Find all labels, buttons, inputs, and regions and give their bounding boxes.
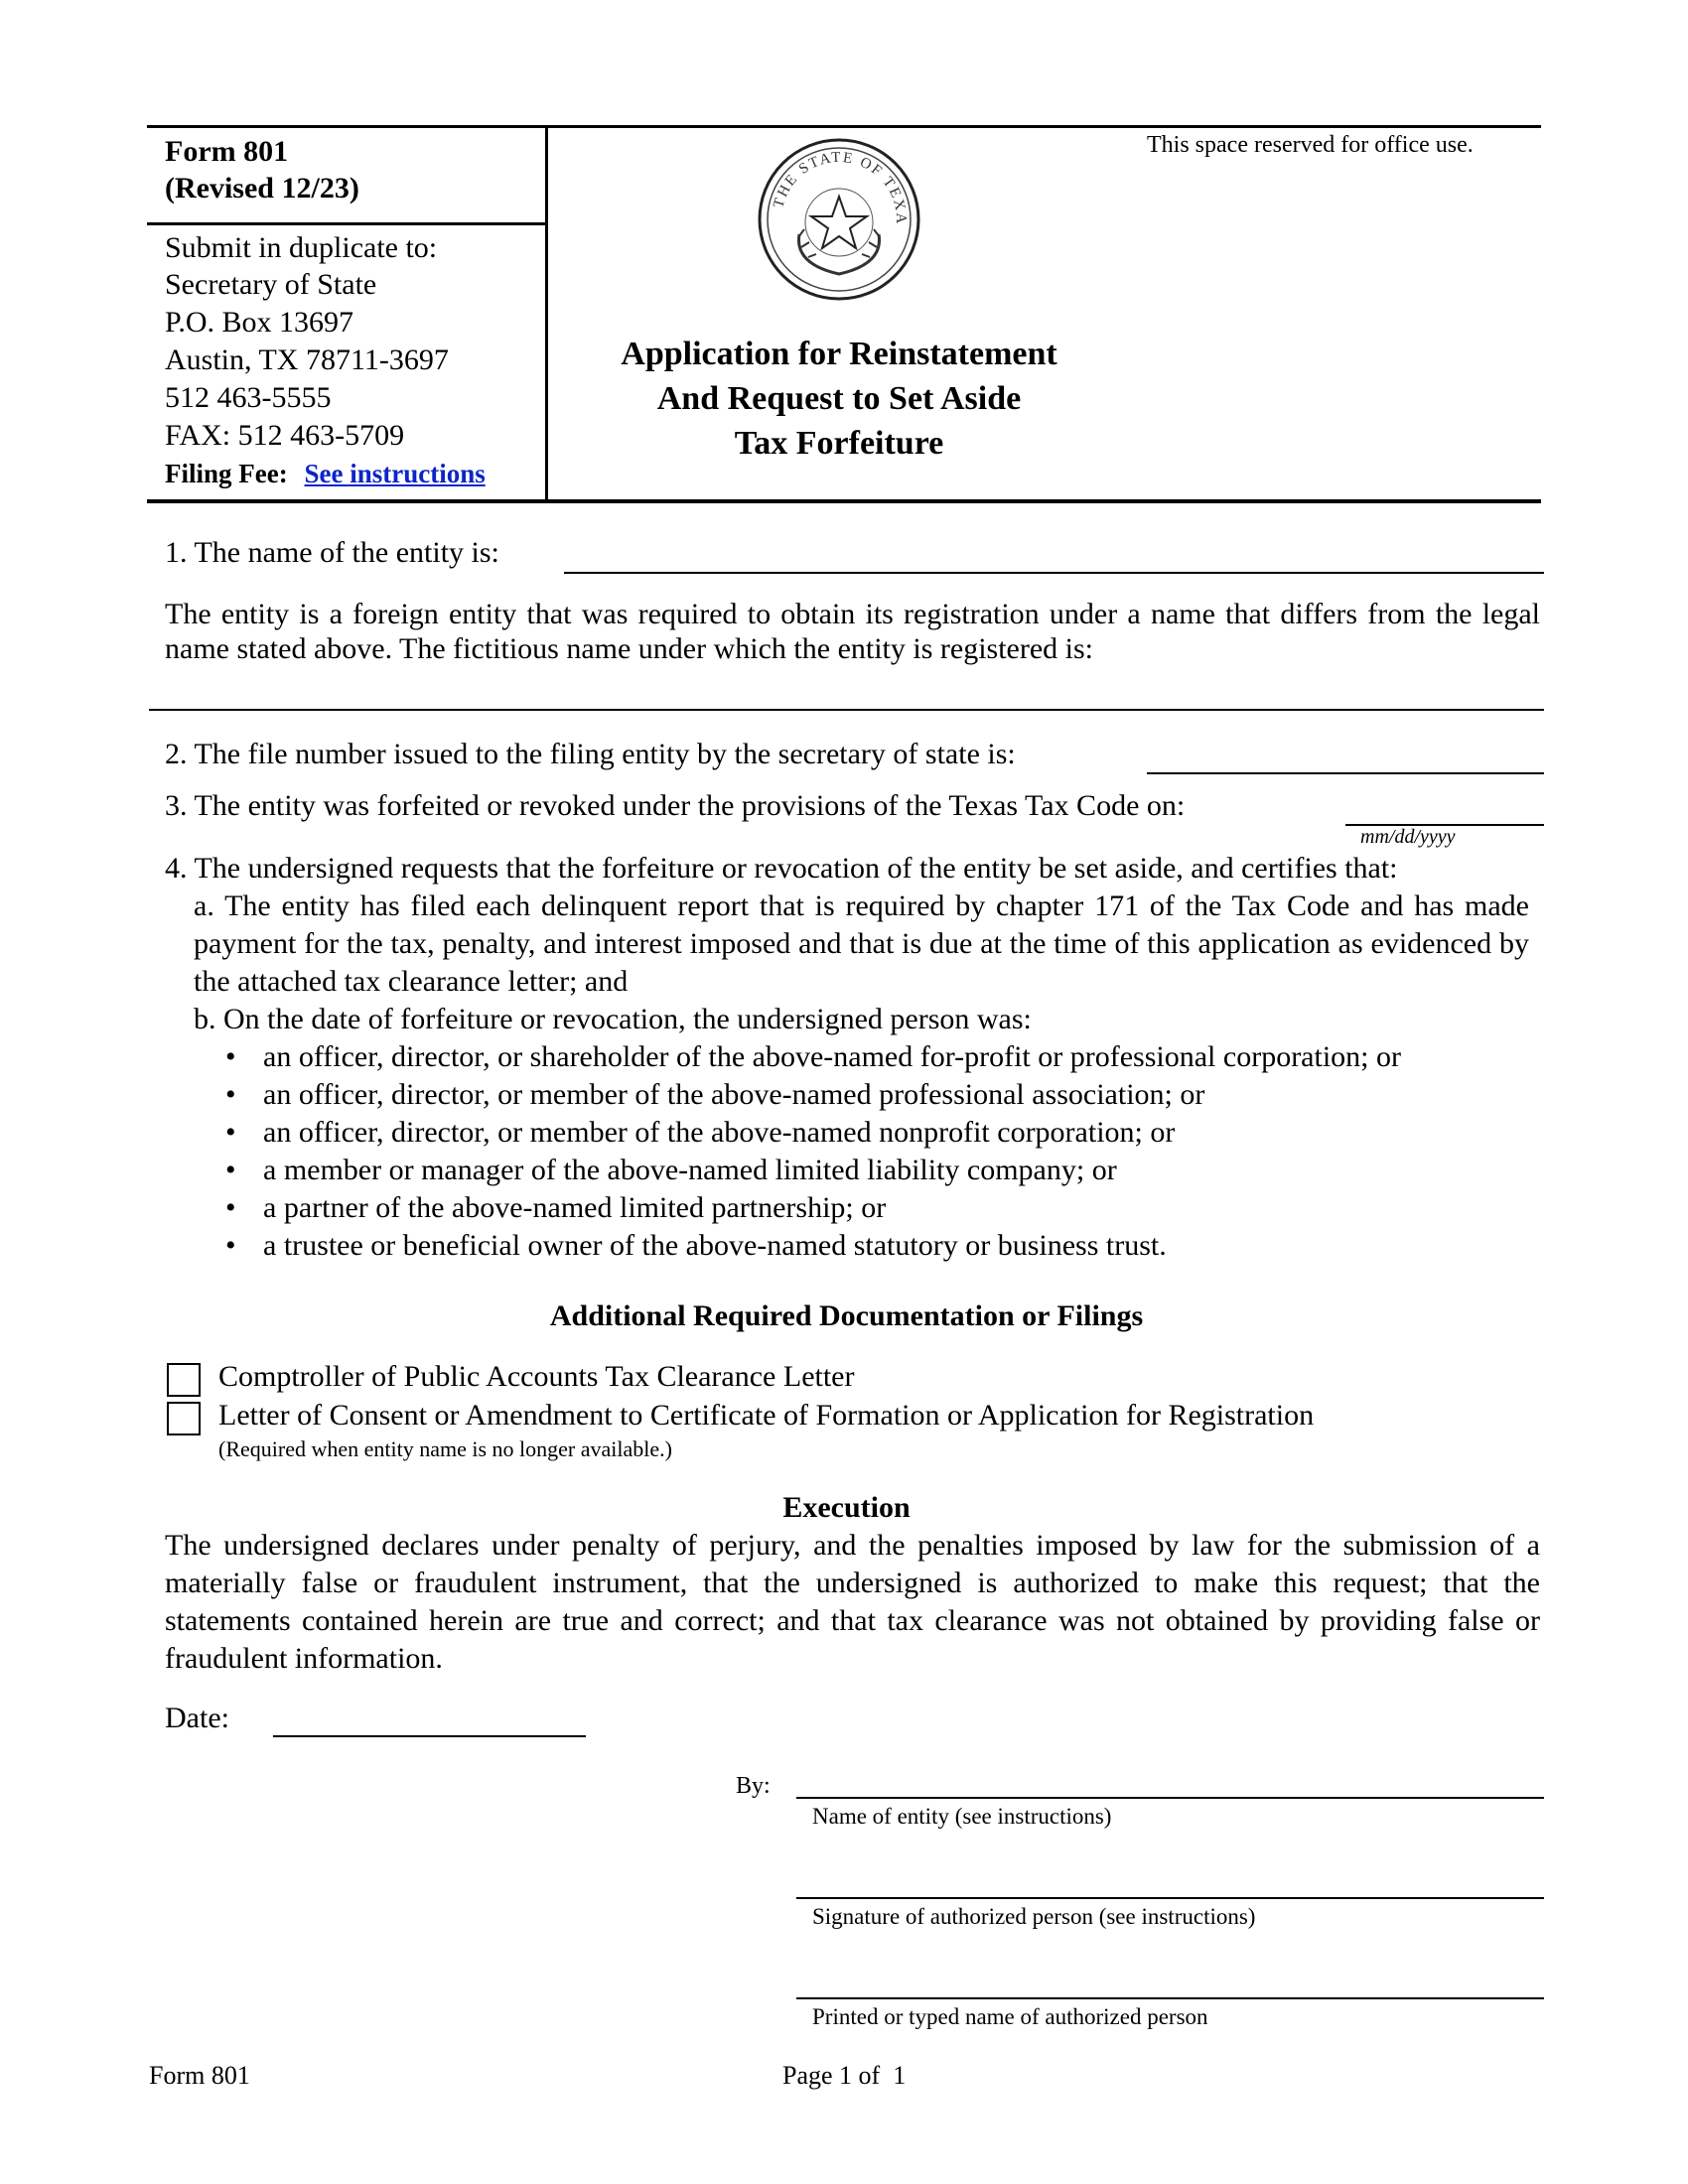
title-line: And Request to Set Aside	[656, 380, 1022, 417]
header-left-divider	[147, 222, 546, 225]
address-line: 512 463-5555	[165, 381, 332, 414]
form-title	[556, 332, 1122, 466]
filing-fee-label: Filing Fee:	[165, 459, 288, 488]
entity-name-signature-field[interactable]	[796, 1797, 1544, 1799]
printed-name-field[interactable]	[796, 1997, 1544, 1999]
signature-caption: Signature of authorized person (see instructions)	[812, 1904, 1256, 1929]
fictitious-name-field[interactable]	[149, 709, 1544, 711]
address-line: FAX: 512 463-5709	[165, 419, 405, 452]
form-revised: (Revised 12/23)	[165, 172, 359, 205]
consent-amendment-label: Letter of Consent or Amendment to Certificate of Formation or Application for Registration	[218, 1399, 1315, 1432]
footer-page-number: Page 1 of 1	[782, 2061, 907, 2090]
printed-name-caption: Printed or typed name of authorized person	[812, 2004, 1208, 2029]
item-4b-text: b. On the date of forfeiture or revocation, the undersigned person was:	[194, 1003, 1032, 1035]
item-4a-text: a. The entity has filed each delinquent report that is required by chapter 171 of the Tax Code and has made payment for the tax, penalty, and interest imposed and that is due at the time of this application as evidenced by the attached tax clearance letter; and	[194, 889, 1529, 998]
filing-fee	[165, 457, 486, 490]
address-line: P.O. Box 13697	[165, 306, 354, 339]
list-item: • an officer, director, or member of the above-named nonprofit corporation; or	[194, 1114, 1544, 1152]
list-item: • an officer, director, or member of the above-named professional association; or	[194, 1076, 1544, 1114]
tax-clearance-checkbox[interactable]	[167, 1363, 201, 1397]
seal-text: THE STATE OF TEXA	[771, 149, 910, 226]
title-line: Application for Reinstatement	[621, 336, 1057, 372]
file-number-field[interactable]	[1147, 772, 1544, 774]
item-2-label: 2. The file number issued to the filing entity by the secretary of state is:	[165, 738, 1016, 770]
header-top-rule	[147, 125, 1541, 128]
title-line: Tax Forfeiture	[734, 425, 944, 462]
documentation-heading: Additional Required Documentation or Filings	[549, 1299, 1144, 1332]
by-label: By:	[736, 1773, 771, 1799]
list-item: • a trustee or beneficial owner of the above-named statutory or business trust.	[194, 1227, 1544, 1265]
date-label: Date:	[165, 1702, 229, 1734]
address-line: Austin, TX 78711-3697	[165, 343, 449, 376]
address-block	[165, 266, 449, 455]
signature-field[interactable]	[796, 1897, 1544, 1899]
fictitious-name-note: The entity is a foreign entity that was required to obtain its registration under a name that differs from the legal name stated above. The fictitious name under which the entity is registered is:	[165, 598, 1540, 665]
list-item: • a partner of the above-named limited partnership; or	[194, 1189, 1544, 1227]
header-divider-vertical	[545, 125, 548, 502]
consent-amendment-note: (Required when entity name is no longer available.)	[218, 1436, 672, 1461]
item-1-label: 1. The name of the entity is:	[165, 536, 499, 569]
submit-label: Submit in duplicate to:	[165, 231, 438, 264]
form-number: Form 801	[165, 135, 289, 168]
filing-fee-instructions-link[interactable]: See instructions	[304, 459, 486, 488]
texas-seal-icon	[755, 135, 923, 304]
item-4-label: 4. The undersigned requests that the forfeiture or revocation of the entity be set aside, and certifies that:	[165, 852, 1398, 885]
date-format-hint: mm/dd/yyyy	[1360, 826, 1456, 848]
header-bottom-rule	[147, 499, 1541, 503]
execution-date-field[interactable]	[273, 1735, 586, 1737]
address-line: Secretary of State	[165, 268, 377, 301]
consent-amendment-checkbox[interactable]	[167, 1402, 201, 1435]
execution-text: The undersigned declares under penalty of perjury, and the penalties imposed by law for the submission of a materially false or fraudulent instrument, that the undersigned is authorized to make this request; that the statements contained herein are true and correct; and that tax clearance was not obtained by providing false or fraudulent information.	[165, 1529, 1540, 1675]
footer-form-number: Form 801	[149, 2061, 250, 2090]
entity-name-caption: Name of entity (see instructions)	[812, 1804, 1112, 1829]
execution-heading: Execution	[782, 1491, 911, 1524]
list-item: • a member or manager of the above-named limited liability company; or	[194, 1152, 1544, 1189]
entity-name-field[interactable]	[564, 572, 1544, 574]
list-item: • an officer, director, or shareholder of the above-named for-profit or professional corporation; or	[194, 1038, 1544, 1076]
item-3-label: 3. The entity was forfeited or revoked under the provisions of the Texas Tax Code on:	[165, 789, 1186, 822]
tax-clearance-label: Comptroller of Public Accounts Tax Clearance Letter	[218, 1360, 855, 1393]
office-use-note: This space reserved for office use.	[1147, 132, 1474, 158]
role-bullet-list	[194, 1038, 1544, 1265]
